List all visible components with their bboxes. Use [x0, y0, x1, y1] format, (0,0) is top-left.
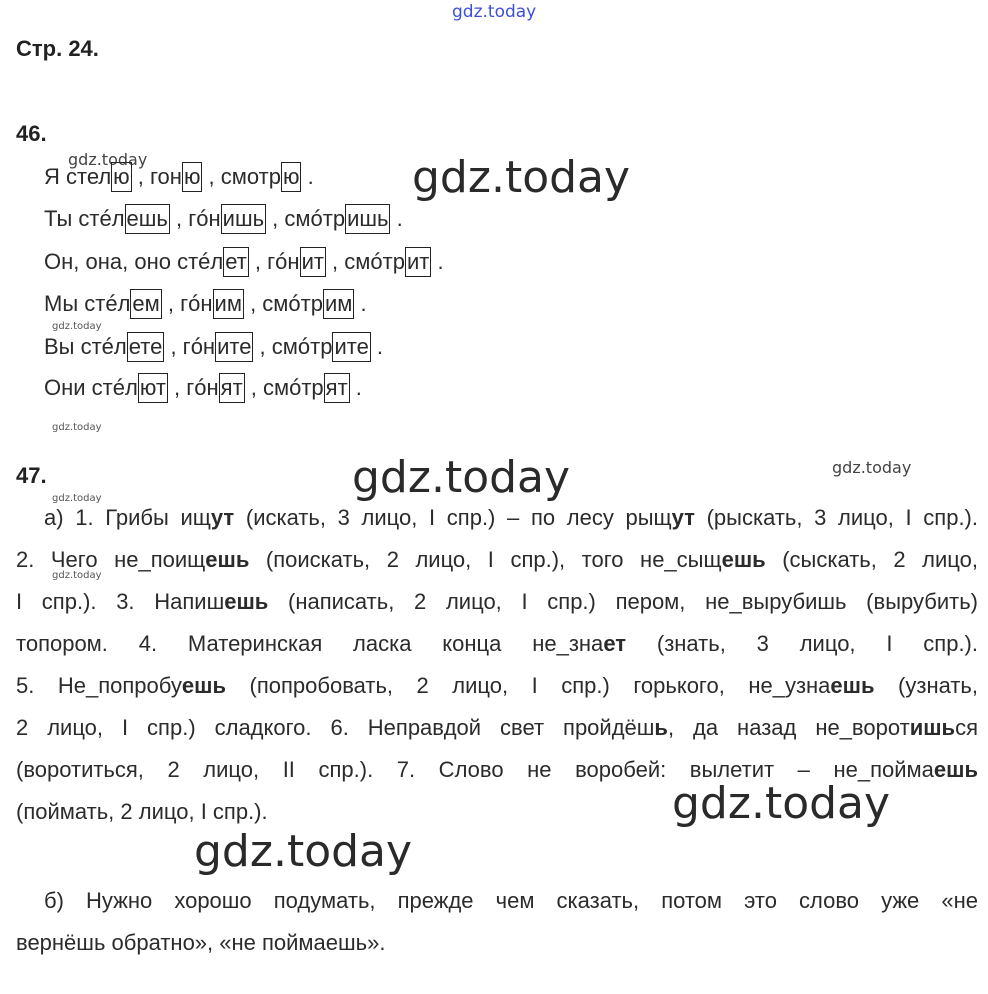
watermark-top: gdz.today — [452, 2, 537, 22]
watermark-large: gdz.today — [412, 152, 631, 203]
watermark-tiny: gdz.today — [52, 493, 102, 504]
conjugation-row — [44, 332, 383, 362]
text-line: а) 1. Грибы ищут (искать, 3 лицо, I спр.) – по лесу рыщут (рыскать, 3 лицо, I спр.). — [44, 505, 978, 530]
ending-box: ит — [405, 247, 431, 277]
ending-box: им — [323, 289, 354, 319]
verb-stem: Я стел — [44, 164, 112, 189]
conjugation-row — [44, 289, 367, 319]
watermark-tiny: gdz.today — [52, 422, 102, 433]
text-line: (поймать, 2 лицо, I спр.). — [16, 799, 268, 824]
exercise-47b-text — [16, 880, 978, 964]
watermark-small: gdz.today — [68, 150, 148, 169]
text-line: 2 лицо, I спр.) сладкого. 6. Неправдой свет пройдёшь, да назад не_воротишься — [16, 715, 978, 740]
punctuation: . — [349, 375, 362, 400]
punctuation: . — [301, 164, 314, 189]
verb-stem: , гóн — [167, 375, 219, 400]
ending-box: ют — [138, 373, 168, 403]
text-line: б) Нужно хорошо подумать, прежде чем сказать, потом это слово уже «не — [44, 888, 978, 913]
punctuation: . — [354, 291, 367, 316]
verb-stem: , смóтр — [266, 206, 346, 231]
verb-stem: , гóн — [248, 249, 300, 274]
watermark-tiny: gdz.today — [52, 570, 102, 581]
ending-box: ите — [215, 332, 253, 362]
watermark-small: gdz.today — [832, 458, 912, 477]
text-line: топором. 4. Материнская ласка конца не_знает (знать, 3 лицо, I спр.). — [16, 631, 978, 656]
exercise-number: 46. — [16, 121, 47, 146]
text-line: 5. Не_попробуешь (попробовать, 2 лицо, I спр.) горького, не_узнаешь (узнать, — [16, 673, 979, 698]
verb-stem: , гóн — [164, 334, 216, 359]
punctuation: . — [390, 206, 403, 231]
conjugation-row — [44, 373, 362, 403]
verb-stem: , смóтр — [243, 291, 323, 316]
verb-stem: , смóтр — [325, 249, 405, 274]
text-line: I спр.). 3. Напишешь (написать, 2 лицо, I спр.) пером, не_вырубишь (вырубить) — [16, 589, 978, 614]
conjugation-row — [44, 162, 314, 192]
ending-box: ишь — [221, 204, 266, 234]
verb-stem: , смóтр — [244, 375, 324, 400]
verb-stem: , гóн — [169, 206, 221, 231]
ending-box: ет — [223, 247, 249, 277]
text-line: (воротиться, 2 лицо, II спр.). 7. Слово не воробей: вылетит – не_поймаешь — [16, 757, 978, 782]
verb-stem: , гон — [131, 164, 182, 189]
ending-box: ите — [332, 332, 370, 362]
watermark-large: gdz.today — [672, 778, 891, 829]
conjugation-row — [44, 204, 403, 234]
conjugation-row — [44, 247, 444, 277]
ending-box: ю — [111, 162, 132, 192]
verb-stem: Мы стéл — [44, 291, 131, 316]
page-label: Стр. 24. — [16, 36, 99, 61]
exercise-47a-text — [16, 497, 978, 833]
verb-stem: Вы стéл — [44, 334, 127, 359]
watermark-large: gdz.today — [194, 826, 413, 877]
ending-box: ит — [300, 247, 326, 277]
ending-box: ю — [182, 162, 203, 192]
verb-stem: , смотр — [202, 164, 281, 189]
exercise-number: 47. — [16, 463, 47, 488]
punctuation: . — [431, 249, 444, 274]
ending-box: ете — [127, 332, 165, 362]
verb-stem: Они стéл — [44, 375, 138, 400]
ending-box: ешь — [125, 204, 170, 234]
ending-box: ем — [130, 289, 161, 319]
watermark-tiny: gdz.today — [52, 321, 102, 332]
ending-box: им — [213, 289, 244, 319]
text-line: 2. Чего не_поищешь (поискать, 2 лицо, I спр.), того не_сыщешь (сыскать, 2 лицо, — [16, 547, 979, 572]
verb-stem: , гóн — [161, 291, 213, 316]
ending-box: ят — [219, 373, 245, 403]
verb-stem: , смóтр — [253, 334, 333, 359]
text-line: вернёшь обратно», «не поймаешь». — [16, 930, 386, 955]
ending-box: ю — [281, 162, 302, 192]
verb-stem: Ты стéл — [44, 206, 125, 231]
ending-box: ишь — [345, 204, 390, 234]
watermark-large: gdz.today — [352, 452, 571, 503]
ending-box: ят — [324, 373, 350, 403]
punctuation: . — [370, 334, 384, 359]
verb-stem: Он, она, оно стéл — [44, 249, 224, 274]
